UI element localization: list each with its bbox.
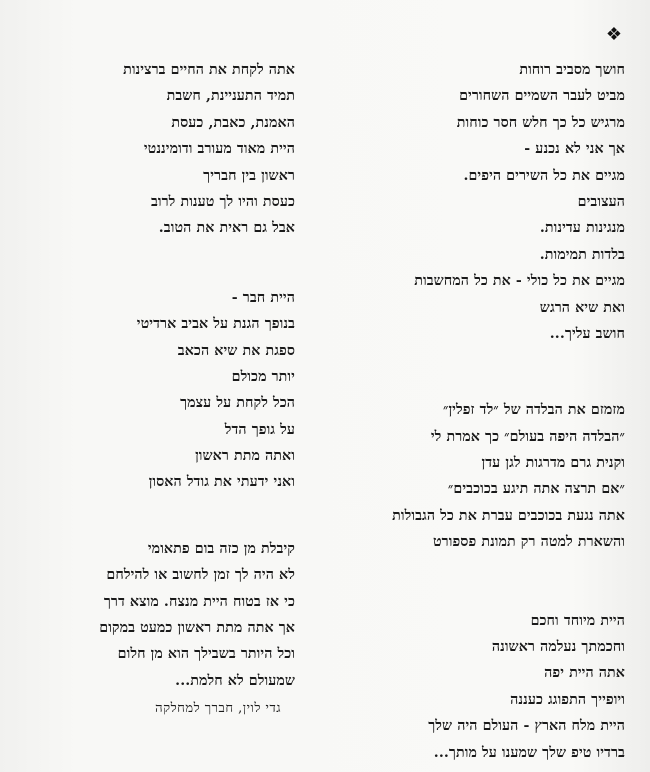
stanza-left-1 xyxy=(0,57,295,242)
poem-line: מביט לעבר השמיים השחורים xyxy=(459,88,625,105)
poem-line: היית מיוחד וחכם xyxy=(530,612,625,629)
poem-line: היית מאוד מעורב ודומיננטי xyxy=(143,141,295,158)
poem-line: אך אתה מתת ראשון כמעט במקום xyxy=(99,620,295,637)
poem-line: היית חבר - xyxy=(231,289,295,306)
poem-line: תמיד התעניינת, חשבת xyxy=(166,88,295,105)
poem-line: האמנת, כאבת, כעסת xyxy=(171,114,295,131)
poem-line: ואת שיא הרגש xyxy=(539,299,625,316)
poem-line: יותר מכולם xyxy=(231,368,295,385)
stanza-left-2 xyxy=(0,285,295,496)
poem-line: ״אם תרצה אתה תיגע בכוכבים״ xyxy=(447,481,625,498)
poem-line: בלדות תמימות. xyxy=(539,246,625,263)
poem-line: וחכמתך נעלמה ראשונה xyxy=(491,639,625,656)
poem-line: ואני ידעתי את גודל האסון xyxy=(148,474,295,491)
diamond-ornament-icon: ❖ xyxy=(605,24,622,45)
poem-line: ואתה מתת ראשון xyxy=(195,448,295,465)
poem-line: והשארת למטה רק תמונת פספורט xyxy=(433,534,625,551)
stanza-right-3 xyxy=(325,608,625,766)
poem-line: ספגת את שיא הכאב xyxy=(177,342,295,359)
poem-line: חושך מסביב רוחות xyxy=(519,62,625,78)
poem-line: ״הבלדה היפה בעולם״ כך אמרת לי xyxy=(430,428,625,445)
poem-line: כעסת והיו לך טענות לרוב xyxy=(150,193,295,210)
stanza-gap xyxy=(325,347,625,397)
poem-line: ויופייך התפוגג כעננה xyxy=(510,691,625,708)
stanza-gap xyxy=(0,496,295,536)
poem-line: אתה היית יפה xyxy=(544,665,625,682)
poem-line: מנגינות עדינות. xyxy=(539,220,625,237)
poem-left-column xyxy=(0,57,295,724)
poem-line: מגיים את כל השירים היפים. xyxy=(463,167,625,184)
poem-line: ראשון בין חבריך xyxy=(203,167,295,184)
stanza-gap xyxy=(325,556,625,608)
author-signature: גדי לוין, חברך למחלקה xyxy=(155,701,281,717)
poem-line: אתה נגעת בכוכבים עברת את כל הגבולות xyxy=(392,507,625,524)
stanza-right-1 xyxy=(325,57,625,347)
poem-line: וכל היותר בשבילך הוא מן חלום xyxy=(117,646,295,663)
poem-line: קיבלת מן כזה בום פתאומי xyxy=(147,540,295,557)
poem-line: לא היה לך זמן לחשוב או להילחם xyxy=(106,567,295,584)
poem-line: העצובים xyxy=(577,193,625,210)
poem-line: מגיים את כל כולי - את כל המחשבות xyxy=(414,273,625,290)
poem-line: אך אני לא נכנע - xyxy=(524,141,625,158)
poem-line: על גופך הדל xyxy=(224,421,295,438)
poem-line: אבל גם ראית את הטוב. xyxy=(158,220,295,237)
poem-line: הכל לקחת על עצמך xyxy=(180,395,295,412)
poem-line: כי אז בטוח היית מנצח. מוצא דרך xyxy=(103,593,295,610)
poem-line: מזמזם את הבלדה של ״לד זפלין״ xyxy=(442,402,625,419)
stanza-right-2 xyxy=(325,397,625,555)
poem-line: בנופך הגנת על אביב ארדיטי xyxy=(136,316,295,333)
poem-right-column xyxy=(325,57,625,766)
stanza-gap xyxy=(0,242,295,285)
poem-line: שמעולם לא חלמת... xyxy=(175,672,295,689)
poem-line: ברדיו טיפ שלך שמענו על מותך... xyxy=(433,744,625,761)
poem-line: וקנית גרם מדרגות לגן עדן xyxy=(481,455,625,472)
poem-line: אתה לקחת את החיים ברצינות xyxy=(123,62,295,78)
stanza-left-3 xyxy=(0,536,295,694)
poem-line: חושב עליך... xyxy=(549,325,625,342)
poem-line: מרגיש כל כך חלש חסר כוחות xyxy=(456,114,625,131)
poem-line: היית מלח הארץ - העולם היה שלך xyxy=(428,718,625,735)
